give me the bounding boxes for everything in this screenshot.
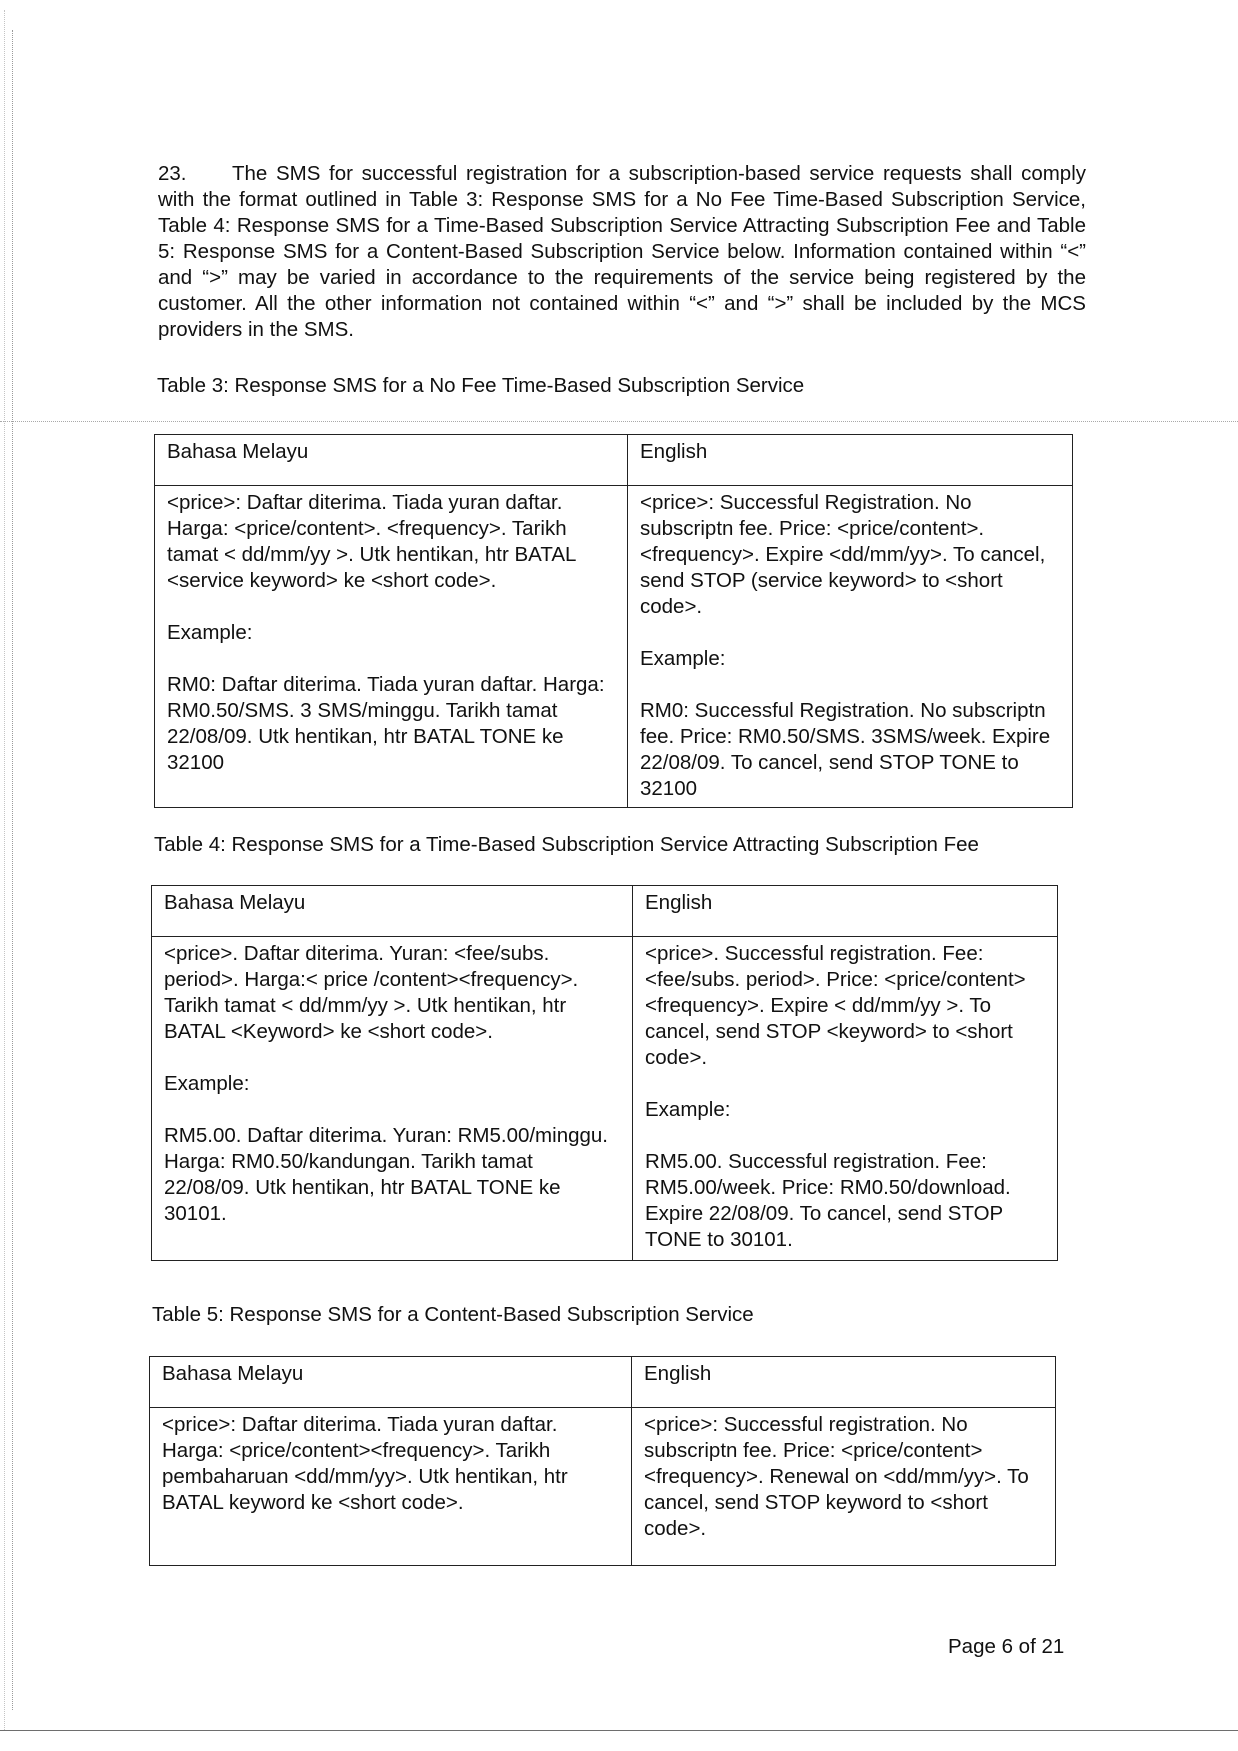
- scan-edge-mark: [12, 30, 13, 1710]
- english-example-label: Example:: [640, 647, 726, 670]
- table-4-caption: Table 4: Response SMS for a Time-Based Subscription Service Attracting Subscription Fee: [154, 833, 979, 856]
- malay-example-text: RM0: Daftar diterima. Tiada yuran daftar. Harga: RM0.50/SMS. 3 SMS/minggu. Tarikh tamat 22/08/09. Utk hentikan, htr BATAL TONE ke 32100: [167, 673, 605, 774]
- english-example-label: Example:: [645, 1098, 731, 1121]
- scan-noise-line: [0, 421, 1238, 422]
- english-cell: [633, 937, 1058, 1261]
- malay-format-text: <price>: Daftar diterima. Tiada yuran daftar. Harga: <price/content><frequency>. Tarikh pembaharuan <dd/mm/yy>. Utk hentikan, htr BATAL keyword ke <short code>.: [162, 1413, 568, 1514]
- malay-format-text: <price>. Daftar diterima. Yuran: <fee/subs. period>. Harga:< price /content><frequency>. Tarikh tamat < dd/mm/yy >. Utk hentikan, htr BATAL <Keyword> ke <short code>.: [164, 942, 579, 1043]
- header-bahasa-melayu: Bahasa Melayu: [150, 1357, 632, 1408]
- english-example-text: RM0: Successful Registration. No subscriptn fee. Price: RM0.50/SMS. 3SMS/week. Expire 22/08/09. To cancel, send STOP TONE to 32100: [640, 699, 1051, 800]
- malay-example-label: Example:: [167, 621, 253, 644]
- english-cell: [628, 486, 1073, 808]
- header-bahasa-melayu: Bahasa Melayu: [155, 435, 628, 486]
- header-english: English: [632, 1357, 1056, 1408]
- table-header-row: [152, 886, 1058, 937]
- malay-format-text: <price>: Daftar diterima. Tiada yuran daftar. Harga: <price/content>. <frequency>. Tarikh tamat < dd/mm/yy >. Utk hentikan, htr BATAL <service keyword> ke <short code>.: [167, 491, 576, 592]
- header-bahasa-melayu: Bahasa Melayu: [152, 886, 633, 937]
- table-header-row: [150, 1357, 1056, 1408]
- clause-text: The SMS for successful registration for a subscription-based service requests shall comply with the format outlined in Table 3: Response SMS for a No Fee Time-Based Subscription Service, Table 4: Response SMS for a Time-Based Subscription Service Attracting Subscription Fee and Table 5: Response SMS for a Content-Based Subscription Service below. Information contained within “<” and “>” may be varied in accordance to the requirements of the service being registered by the customer. All the other information not contained within “<” and “>” shall be included by the MCS providers in the SMS.: [158, 162, 1086, 341]
- english-example-text: RM5.00. Successful registration. Fee: RM5.00/week. Price: RM0.50/download. Expire 22/08/09. To cancel, send STOP TONE to 30101.: [645, 1150, 1011, 1251]
- scan-bottom-edge: [0, 1730, 1238, 1731]
- table-5: [149, 1356, 1056, 1566]
- table-5-caption: Table 5: Response SMS for a Content-Based Subscription Service: [152, 1303, 754, 1326]
- clause-23-paragraph: [158, 161, 1086, 343]
- table-row: [155, 486, 1073, 808]
- malay-cell: [150, 1408, 632, 1566]
- scan-edge-mark: [4, 10, 5, 1730]
- table-4: [151, 885, 1058, 1261]
- page-number: Page 6 of 21: [948, 1635, 1065, 1658]
- table-3: [154, 434, 1073, 808]
- malay-cell: [152, 937, 633, 1261]
- table-row: [150, 1408, 1056, 1566]
- english-cell: [632, 1408, 1056, 1566]
- table-header-row: [155, 435, 1073, 486]
- english-format-text: <price>. Successful registration. Fee: <fee/subs. period>. Price: <price/content><frequency>. Expire < dd/mm/yy >. To cancel, send STOP <keyword> to <short code>.: [645, 942, 1026, 1069]
- table-row: [152, 937, 1058, 1261]
- clause-number: 23.: [158, 162, 187, 185]
- malay-cell: [155, 486, 628, 808]
- header-english: English: [628, 435, 1073, 486]
- table-3-caption: Table 3: Response SMS for a No Fee Time-Based Subscription Service: [157, 374, 805, 397]
- english-format-text: <price>: Successful Registration. No subscriptn fee. Price: <price/content>. <frequency>. Expire <dd/mm/yy>. To cancel, send STOP (service keyword> to <short code>.: [640, 491, 1046, 618]
- malay-example-text: RM5.00. Daftar diterima. Yuran: RM5.00/minggu. Harga: RM0.50/kandungan. Tarikh tamat 22/08/09. Utk hentikan, htr BATAL TONE ke 30101.: [164, 1124, 608, 1225]
- english-format-text: <price>: Successful registration. No subscriptn fee. Price: <price/content><frequency>. Renewal on <dd/mm/yy>. To cancel, send STOP keyword to <short code>.: [644, 1413, 1029, 1540]
- header-english: English: [633, 886, 1058, 937]
- malay-example-label: Example:: [164, 1072, 250, 1095]
